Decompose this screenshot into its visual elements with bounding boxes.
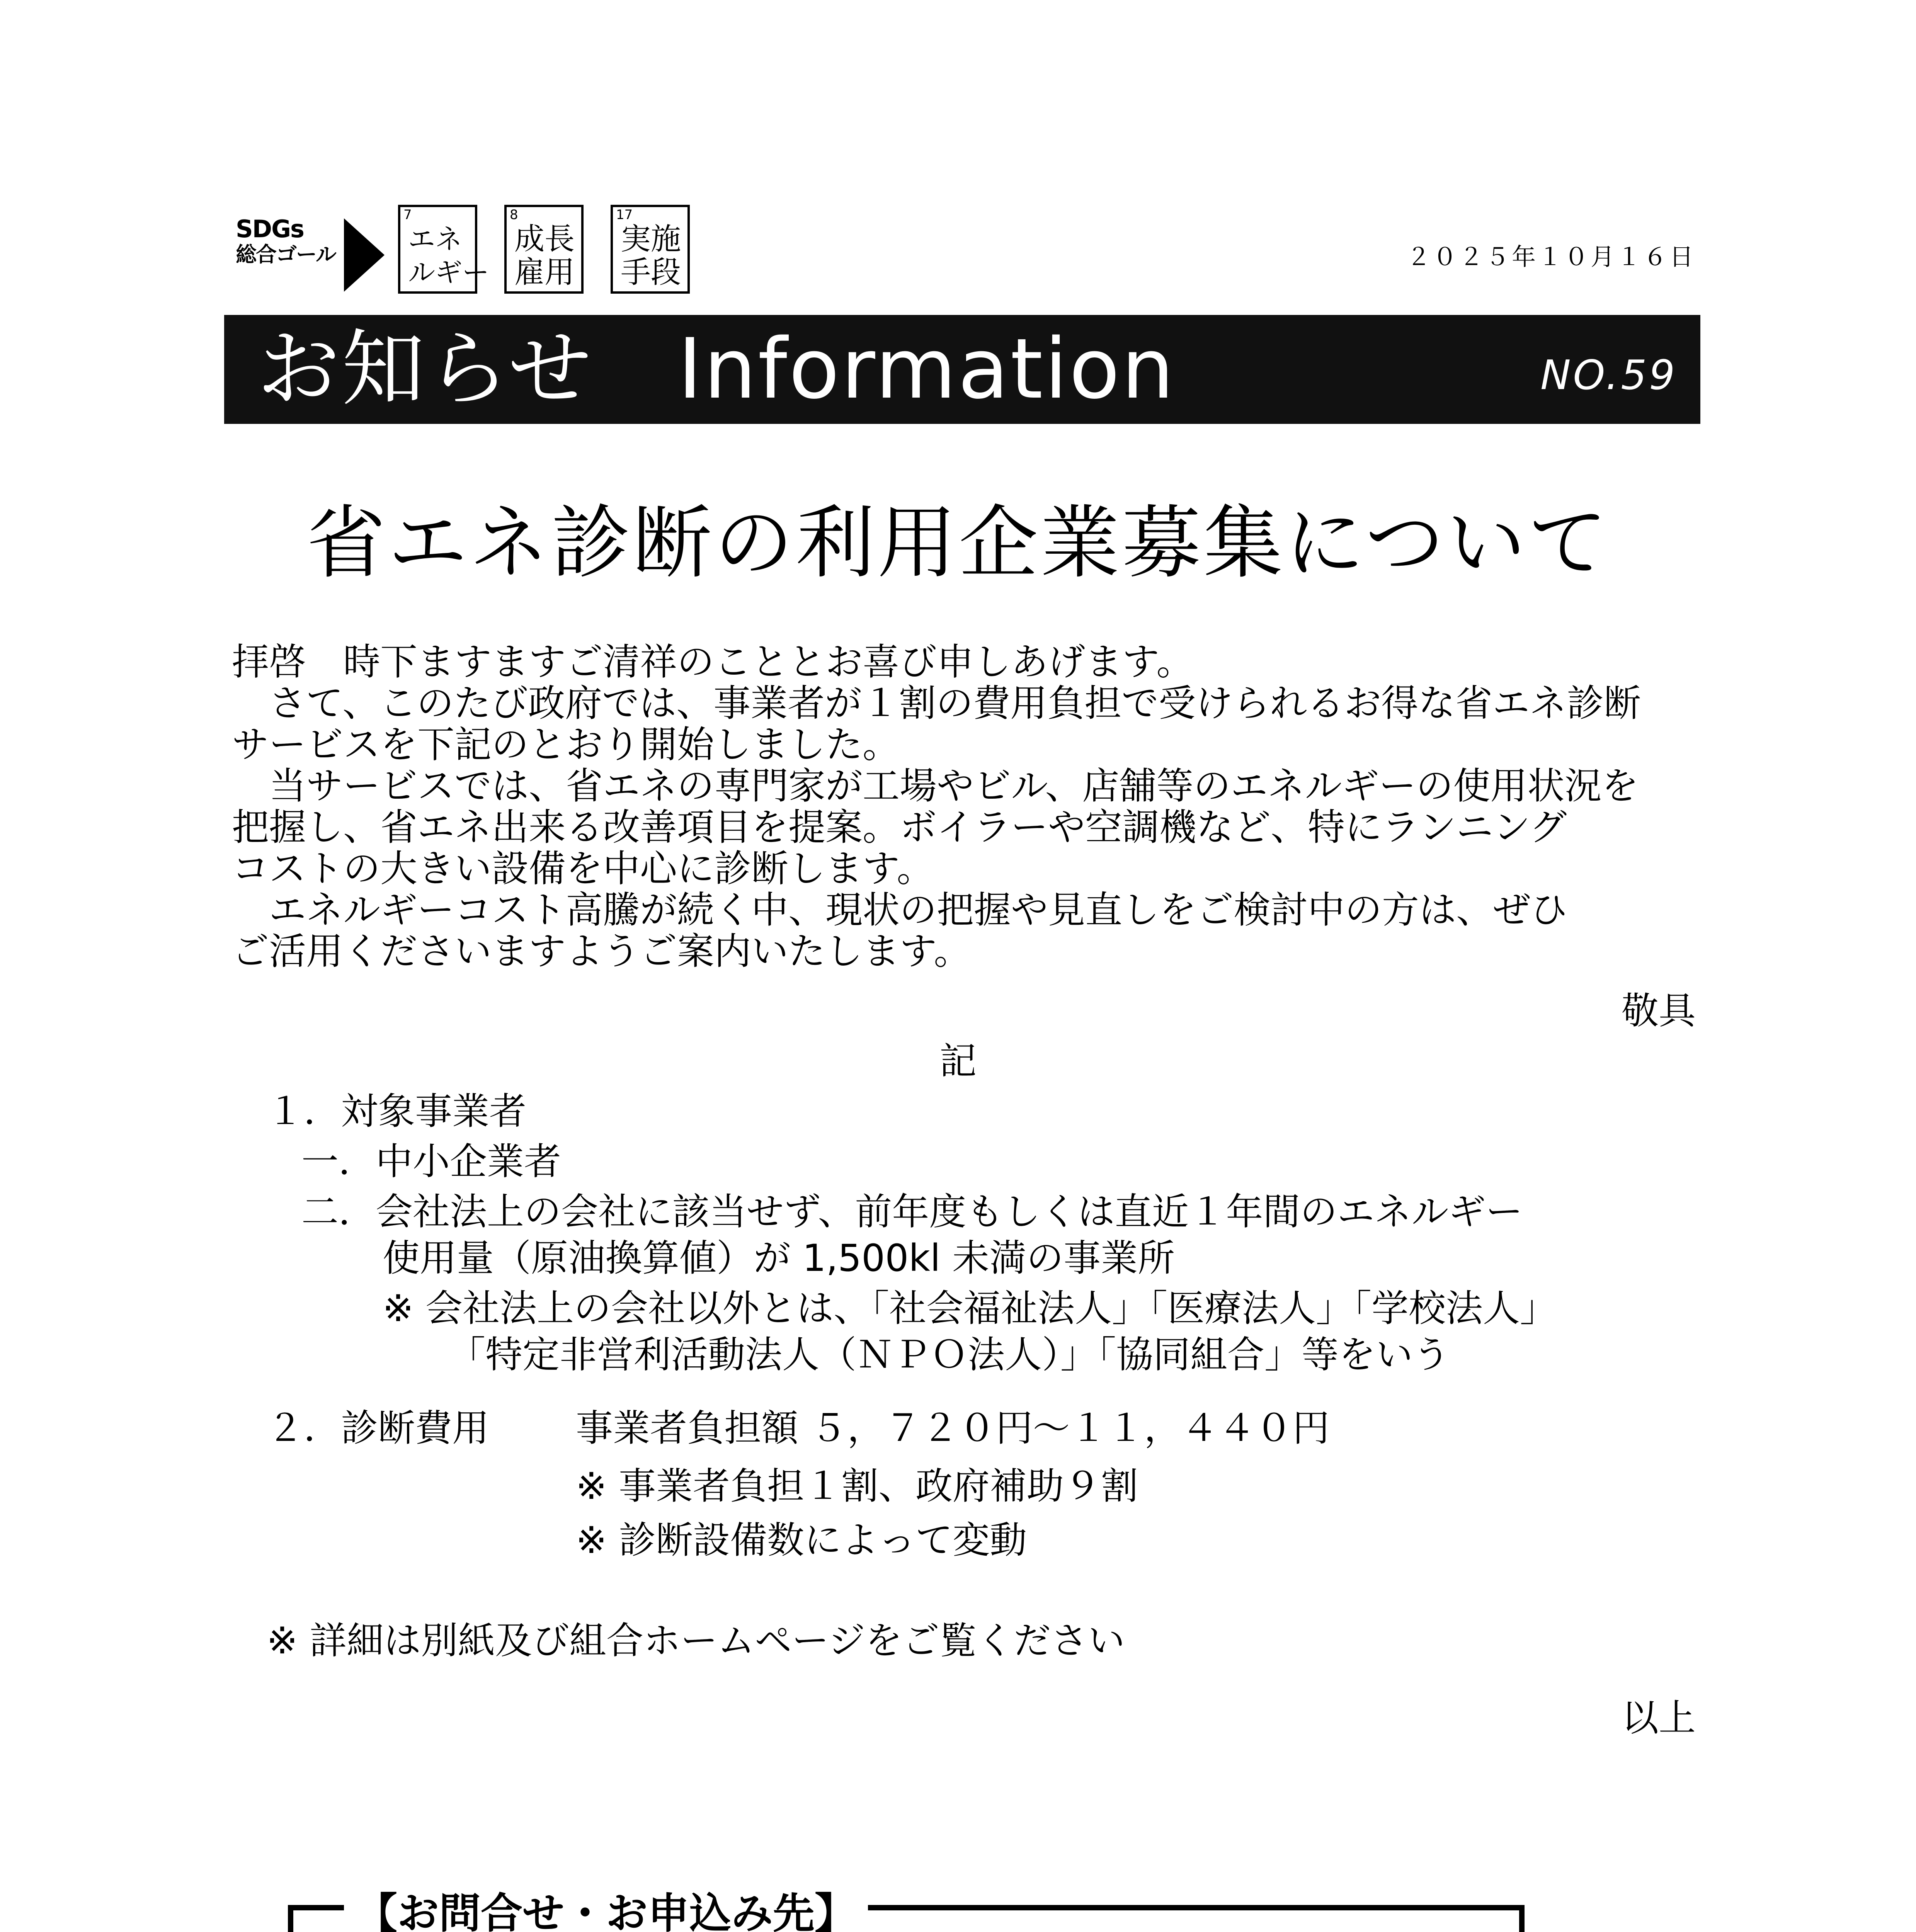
sdgs-label [236, 216, 336, 267]
body-line: エネルギーコスト高騰が続く中、現状の把握や見直しをご検討中の方は、ぜひ [232, 888, 1567, 932]
body-line: 拝啓 時下ますますご清祥のこととお喜び申しあげます。 [232, 640, 1194, 684]
sdgs-goal-7 [398, 205, 489, 294]
section1-item2-line1: 二．会社法上の会社に該当せず、前年度もしくは直近１年間のエネルギー [301, 1190, 1523, 1233]
body-line: コストの大きい設備を中心に診断します。 [232, 847, 934, 890]
closing-ijou: 以上 [1622, 1696, 1696, 1740]
goal-text: 実施 手段 [621, 222, 681, 290]
body-line: ご活用くださいますようご案内いたします。 [232, 930, 971, 973]
goal-number: 8 [510, 207, 518, 223]
body-line: さて、このたび政府では、事業者が１割の費用負担で受けられるお得な省エネ診断 [232, 682, 1641, 725]
goal-text: 成長 雇用 [514, 222, 575, 290]
banner-title: お知らせ Information [257, 320, 1176, 417]
section1-note-line1: ※ 会社法上の会社以外とは、「社会福祉法人」「医療法人」「学校法人」 [383, 1287, 1557, 1330]
sdgs-label-line2: 総合ゴール [236, 242, 336, 267]
section2-cost: 事業者負担額 ５，７２０円～１１，４４０円 [576, 1406, 1330, 1450]
issue-date: ２０２５年１０月１６日 [1406, 243, 1696, 271]
section1-item2-line2: 使用量（原油換算値）が 1,500kl 未満の事業所 [383, 1236, 1175, 1280]
detail-note: ※ 詳細は別紙及び組合ホームページをご覧ください [267, 1619, 1125, 1662]
section1-heading: １．対象事業者 [267, 1090, 526, 1133]
section2-note2: ※ 診断設備数によって変動 [576, 1519, 1027, 1562]
body-line: 当サービスでは、省エネの専門家が工場やビル、店舗等のエネルギーの使用状況を [232, 764, 1639, 808]
goal-number: 7 [403, 207, 412, 223]
goal-number: 17 [616, 207, 633, 223]
body-line: サービスを下記のとおり開始しました。 [232, 723, 900, 766]
information-banner [224, 315, 1700, 424]
closing-keigu: 敬具 [1622, 989, 1696, 1032]
sdgs-label-line1: SDGs [236, 215, 304, 243]
section2-heading: ２．診断費用 [267, 1406, 489, 1450]
sdgs-goal-17 [611, 205, 690, 294]
body-line: 把握し、省エネ出来る改善項目を提案。ボイラーや空調機など、特にランニング [232, 806, 1567, 849]
sdgs-goal-8 [504, 205, 584, 294]
banner-number: NO.59 [1540, 352, 1677, 399]
ki-marker: 記 [939, 1039, 977, 1083]
section2-note1: ※ 事業者負担１割、政府補助９割 [576, 1464, 1138, 1508]
goal-text: エネ ルギー [408, 223, 489, 288]
document-title: 省エネ診断の利用企業募集について [306, 497, 1610, 589]
section1-note-line2: 「特定非営利活動法人（ＮＰＯ法人）」「協同組合」等をいう [448, 1333, 1450, 1376]
sdgs-arrow-icon [344, 218, 385, 292]
section1-item1: 一．中小企業者 [301, 1140, 561, 1183]
contact-heading: 【お問合せ・お申込み先】 [344, 1880, 868, 1932]
